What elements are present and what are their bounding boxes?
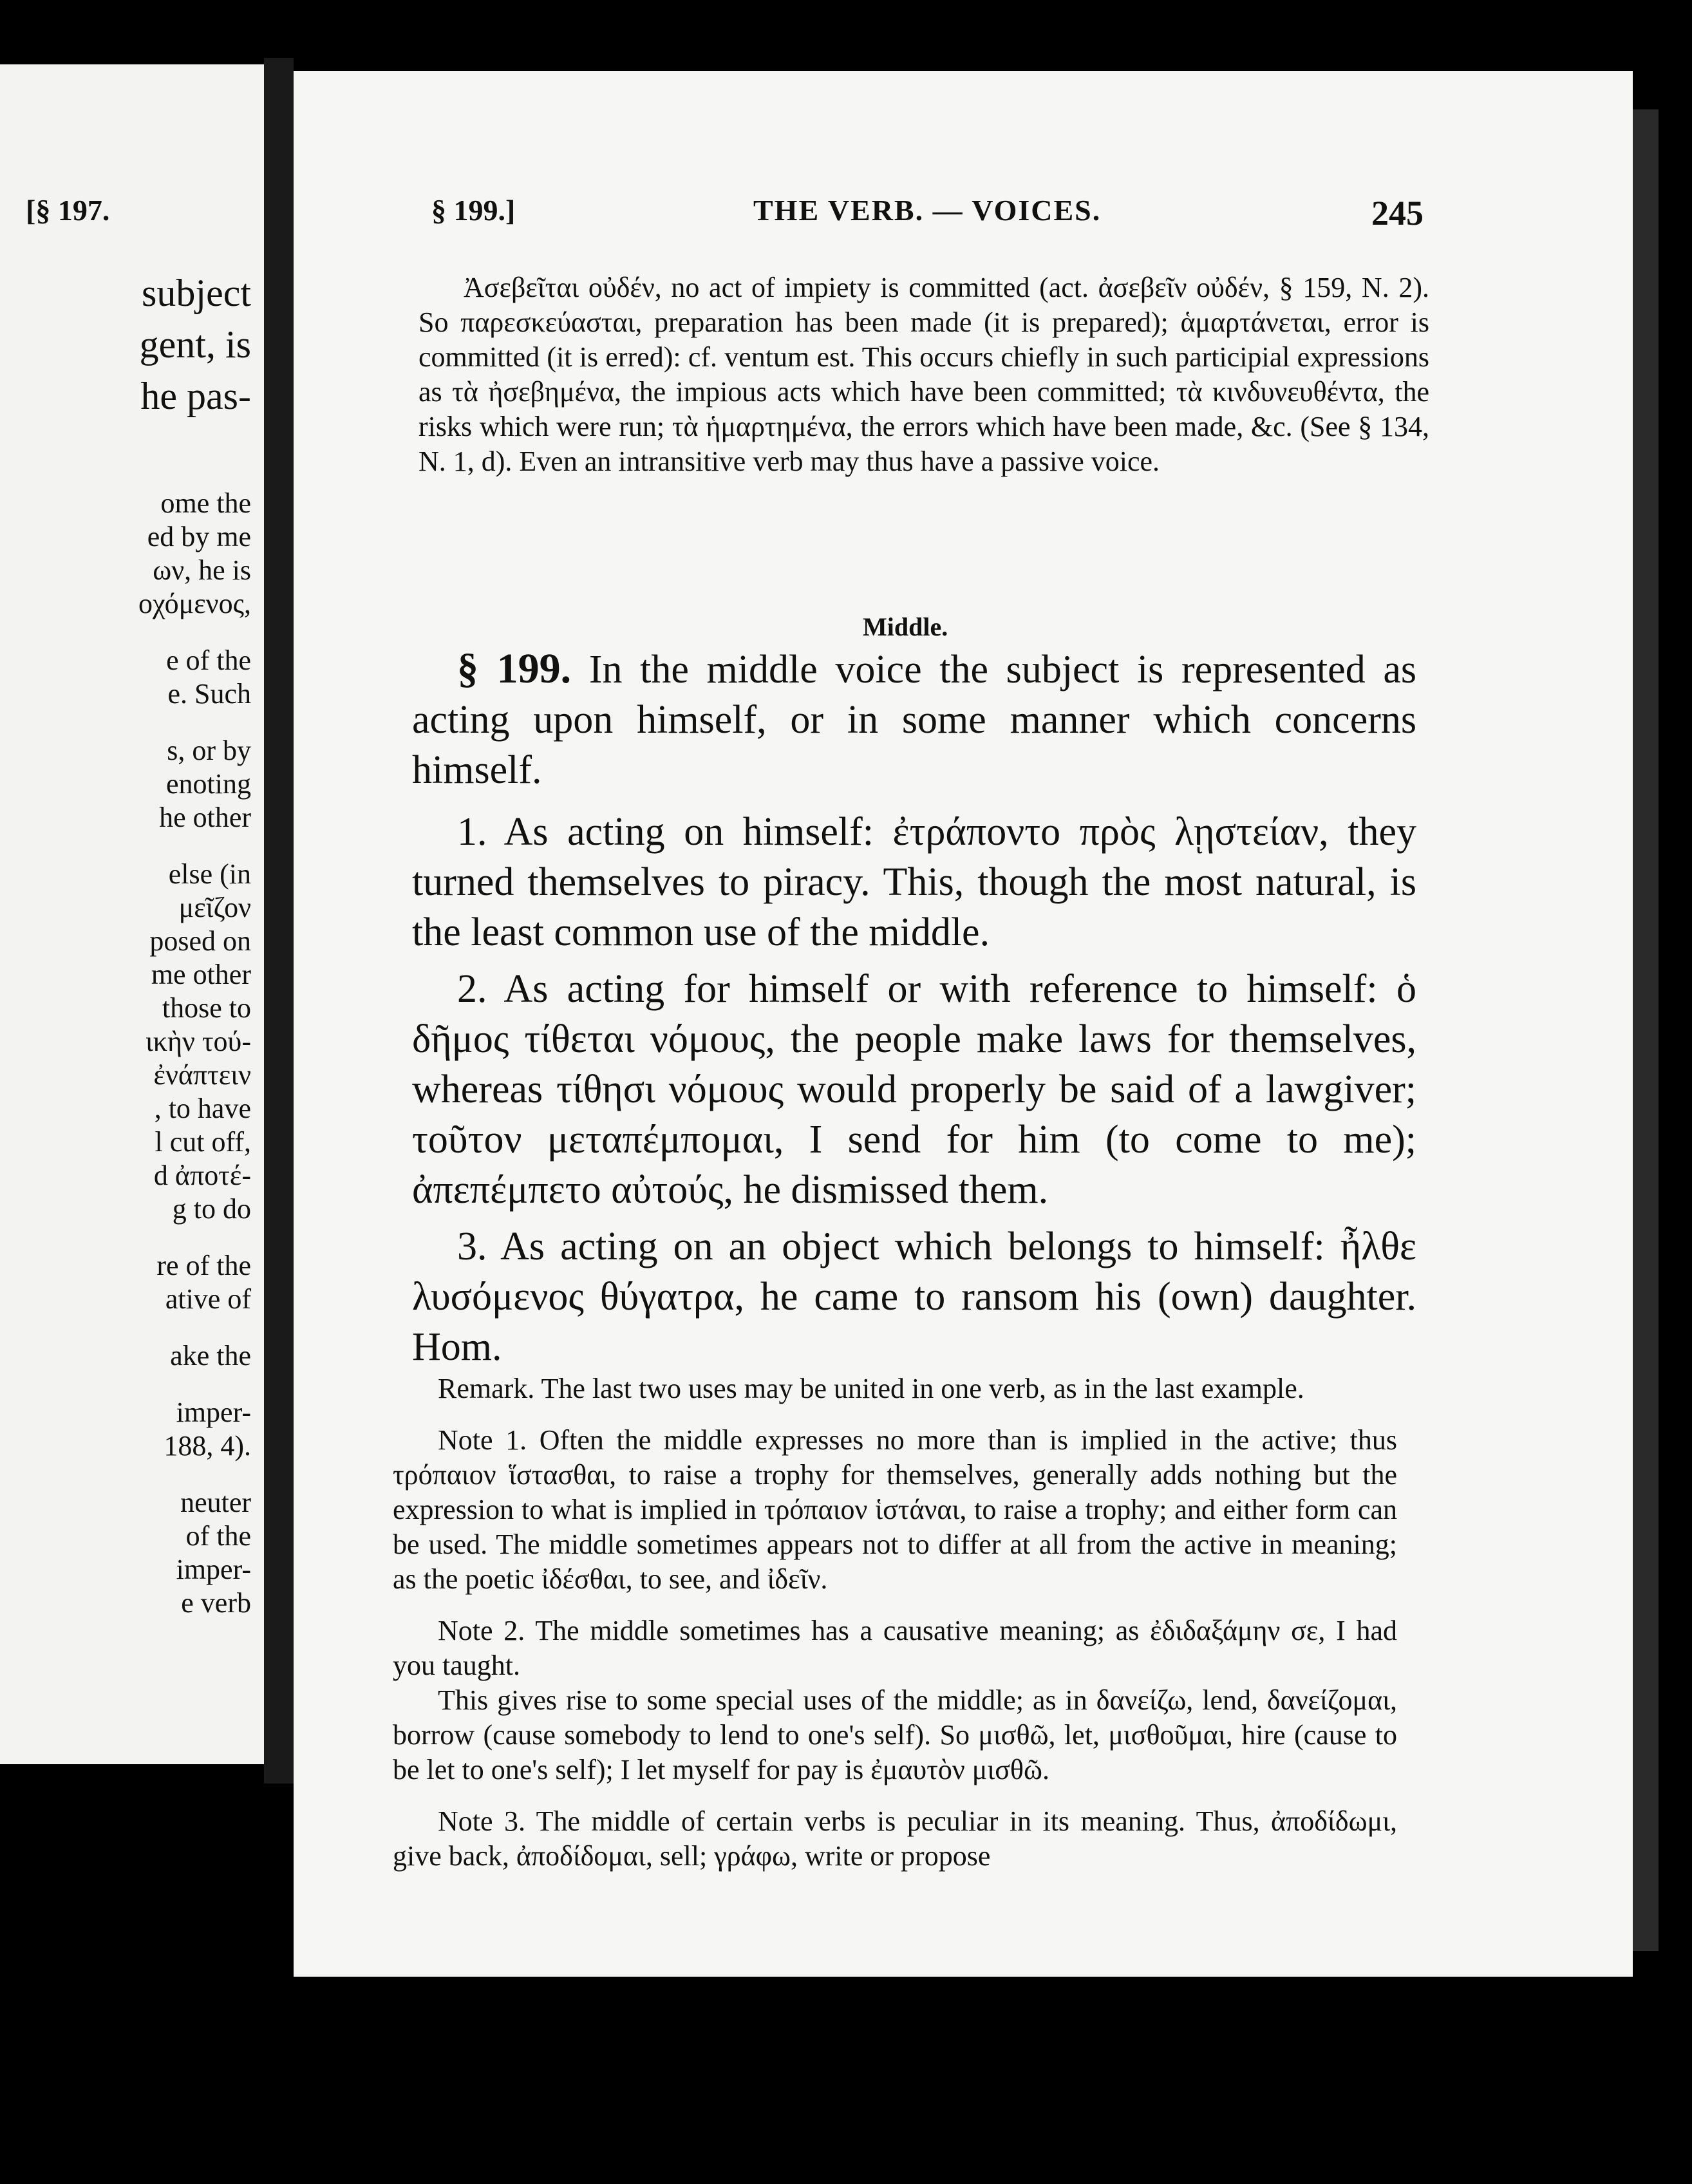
subheading-middle: Middle. <box>863 612 948 641</box>
running-title: THE VERB. — VOICES. <box>753 194 1102 227</box>
left-page-line: g to do <box>172 1193 251 1225</box>
left-page-line: subject <box>142 272 251 314</box>
left-page-line: e. Such <box>167 678 251 710</box>
section-marker: § 199.] <box>431 194 516 227</box>
left-page-line: d ἀποτέ- <box>153 1160 251 1191</box>
intro-paragraph <box>418 270 1429 479</box>
page-edge <box>1633 109 1659 1951</box>
left-page-line: he other <box>159 802 251 833</box>
left-page-line: he pas- <box>140 375 251 417</box>
item-1: 1. As acting on himself: ἐτράποντο πρὸς λῃστείαν, they turned themselves to piracy. This, though the most natural, is the least common use of the middle. <box>412 810 1416 954</box>
left-page-line: s, or by <box>167 735 251 766</box>
note-1: Note 1. Often the middle expresses no more than is implied in the active; thus τρόπαιον ἵστασθαι, to raise a trophy for themselves, generally adds nothing but the expression to what is implied in τρόπαιον ἱστάναι, to raise a trophy; and either form can be used. The middle sometimes appears not to differ at all from the active in meaning; as the poetic ἰδέσθαι, to see, and ἰδεῖν. <box>393 1424 1397 1595</box>
notes-block <box>393 1371 1397 1874</box>
book-gutter <box>264 58 294 1784</box>
left-page-line: 188, 4). <box>164 1430 251 1462</box>
left-page-line: of the <box>185 1520 251 1552</box>
section-199 <box>412 644 1416 1372</box>
section-text: In the middle voice the subject is represented as acting upon himself, or in some manner which concerns himself. <box>412 648 1416 792</box>
left-page-line: neuter <box>180 1487 251 1518</box>
remark: Remark. The last two uses may be united in one verb, as in the last example. <box>438 1373 1304 1404</box>
left-page-line: enoting <box>166 768 251 800</box>
page-number: 245 <box>1371 194 1424 232</box>
left-page-line: imper- <box>176 1554 251 1585</box>
item-3: 3. As acting on an object which belongs to himself: ἦλθε λυσόμενος θύγατρα, he came to ransom his (own) daughter. Hom. <box>412 1225 1416 1369</box>
left-page-line: ed by me <box>147 521 251 552</box>
left-page-line: ων, he is <box>153 554 251 586</box>
intro-text: Ἀσεβεῖται οὐδέν, no act of impiety is committed (act. ἀσεβεῖν οὐδέν, § 159, N. 2). So παρεσκεύασται, preparation has been made (it is prepared); ἁμαρτάνεται, error is committed (it is erred): cf. ventum est. This occurs chiefly in such participial expressions as τὰ ἠσεβημένα, the impious acts which have been committed; τὰ κινδυνευθέντα, the risks which were run; τὰ ἡμαρτημένα, the errors which have been made, &c. (See § 134, N. 1, d). Even an intransitive verb may thus have a passive voice. <box>418 272 1429 477</box>
left-page-line: ἐνάπτειν <box>153 1059 251 1091</box>
left-page-line: imper- <box>176 1397 251 1428</box>
left-page-line: , to have <box>154 1093 251 1124</box>
left-page-line: me other <box>151 959 251 990</box>
left-page-line: re of the <box>156 1250 251 1281</box>
left-page-line: those to <box>162 992 251 1024</box>
item-2: 2. As acting for himself or with reference to himself: ὁ δῆμος τίθεται νόμους, the people make laws for themselves, whereas τίθησι νόμους would properly be said of a lawgiver; τοῦτον μεταπέμπομαι, I send for him (to come to me); ἀπεπέμπετο αὐτούς, he dismissed them. <box>412 967 1416 1212</box>
note-2: Note 2. The middle sometimes has a causative meaning; as ἐδιδαξάμην σε, I had you taught. <box>393 1615 1397 1681</box>
left-page-header: [§ 197. <box>26 194 110 227</box>
left-page-line: else (in <box>168 858 251 890</box>
left-page-line: e verb <box>181 1587 251 1619</box>
note-3: Note 3. The middle of certain verbs is peculiar in its meaning. Thus, ἀποδίδωμι, give back, ἀποδίδομαι, sell; γράφω, write or propose <box>393 1805 1397 1872</box>
left-page-line: ake the <box>170 1340 251 1371</box>
left-page-line: posed on <box>149 925 251 957</box>
left-page-line: ome the <box>160 487 251 519</box>
section-number: § 199. <box>457 645 572 692</box>
left-page-line: l cut off, <box>155 1126 251 1158</box>
left-page-line: οχόμενος, <box>138 588 251 619</box>
left-page-line: e of the <box>166 645 251 676</box>
left-page-line: ικὴν τού- <box>145 1026 251 1057</box>
section-paragraph <box>412 644 1416 795</box>
left-page-line: gent, is <box>139 323 251 366</box>
note-2-continuation: This gives rise to some special uses of the middle; as in δανείζω, lend, δανείζομαι, borrow (cause somebody to lend to one's self). So μισθῶ, let, μισθοῦμαι, hire (cause to be let to one's self); I let myself for pay is ἐμαυτὸν μισθῶ. <box>393 1684 1397 1785</box>
left-page-line: ative of <box>165 1283 251 1315</box>
left-page-line: μεῖζον <box>178 892 251 923</box>
